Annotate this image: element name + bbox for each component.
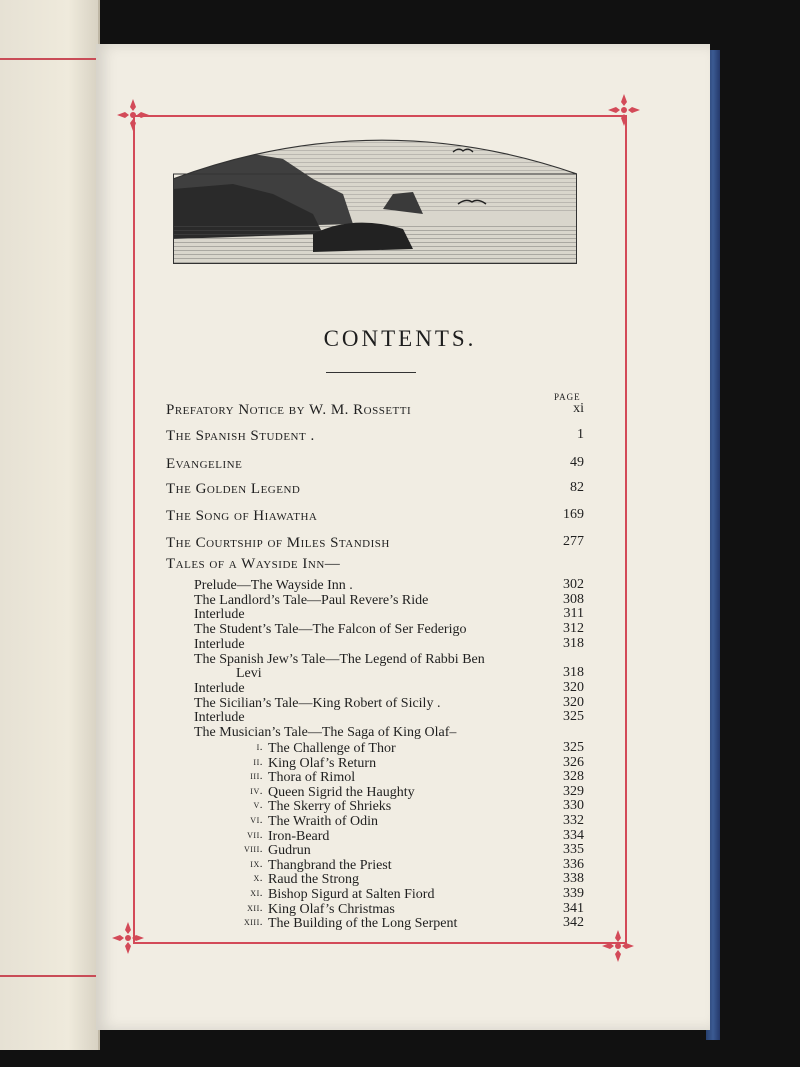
toc-page-number: 329 (563, 783, 584, 799)
toc-entry: The Spanish Student . (166, 428, 315, 444)
toc-subentry: Interlude (194, 636, 245, 652)
toc-page-number: 328 (563, 769, 584, 785)
toc-subentry: Interlude (194, 710, 245, 726)
toc-subentry: The Landlord’s Tale—Paul Revere’s Ride (194, 592, 429, 608)
toc-entry: The Courtship of Miles Standish (166, 535, 390, 551)
toc-saga-entry: The Wraith of Odin (268, 814, 378, 829)
toc-page-number: 341 (563, 900, 584, 916)
toc-saga-entry: Queen Sigrid the Haughty (268, 784, 415, 800)
toc-subentry: The Musician’s Tale—The Saga of King Olaf– (194, 725, 457, 740)
toc-page-number: xi (573, 401, 584, 416)
toc-saga-entry: The Skerry of Shrieks (268, 799, 392, 815)
toc-page-number: 335 (563, 842, 584, 858)
toc-entry: The Golden Legend (166, 481, 301, 497)
toc-page-number: 342 (563, 915, 584, 931)
toc-page-number: 325 (563, 740, 584, 755)
toc-numeral: vii. (247, 828, 263, 841)
toc-subentry: Prelude—The Wayside Inn . (194, 578, 353, 593)
toc-page-number: 277 (563, 534, 584, 549)
toc-page-number: 332 (563, 813, 584, 828)
toc-numeral: i. (256, 741, 263, 753)
toc-saga-entry: Gudrun (268, 843, 311, 859)
toc-saga-entry: Raud the Strong (268, 872, 359, 888)
page-title: CONTENTS. (323, 326, 477, 351)
toc-page-number: 308 (563, 591, 584, 607)
toc-page-number: 318 (563, 635, 584, 651)
toc-page-number: 302 (563, 577, 584, 592)
toc-subentry: Levi (236, 666, 262, 682)
toc-page-number: 336 (563, 856, 584, 872)
toc-page-number: 320 (563, 679, 584, 695)
toc-page-number: 320 (563, 694, 584, 710)
toc-numeral: viii. (243, 843, 263, 856)
toc-page-number: 311 (563, 606, 584, 622)
toc-page-number: 339 (563, 886, 584, 901)
toc-saga-entry: Bishop Sigurd at Salten Fiord (268, 887, 435, 902)
toc-entry: The Song of Hiawatha (166, 508, 318, 524)
toc-saga-entry: The Building of the Long Serpent (268, 916, 458, 932)
toc-subentry: The Sicilian’s Tale—King Robert of Sicily . (194, 695, 441, 711)
toc-page-number: 312 (563, 621, 584, 637)
toc-saga-entry: King Olaf’s Return (268, 755, 377, 771)
toc-entry: Evangeline (166, 456, 243, 472)
toc-page-number: 49 (570, 455, 584, 470)
toc-subentry: Interlude (194, 680, 245, 696)
toc-numeral: x. (253, 872, 263, 885)
toc-entry: Prefatory Notice by W. M. Rossetti (166, 402, 412, 418)
toc-page-number: 338 (563, 871, 584, 887)
toc-numeral: iv. (250, 784, 263, 797)
toc-page-number: 1 (577, 427, 584, 442)
toc-saga-entry: Thora of Rimol (268, 770, 356, 786)
toc-page-number: 325 (563, 709, 584, 725)
toc-subentry: The Spanish Jew’s Tale—The Legend of Rabbi Ben (194, 651, 485, 667)
toc-saga-entry: Iron-Beard (268, 828, 330, 844)
toc-numeral: vi. (250, 814, 263, 826)
toc-page-number: 326 (563, 754, 584, 770)
toc-saga-entry: The Challenge of Thor (268, 741, 396, 756)
toc-section-heading: Tales of a Wayside Inn— (166, 556, 341, 572)
toc-saga-entry: King Olaf’s Christmas (268, 901, 395, 917)
toc-subentry: The Student’s Tale—The Falcon of Ser Federigo (194, 622, 467, 638)
toc-page-number: 318 (563, 665, 584, 681)
toc-page-number: 330 (563, 798, 584, 814)
toc-page-number: 169 (563, 507, 584, 522)
toc-numeral: xiii. (243, 916, 263, 929)
toc-saga-entry: Thangbrand the Priest (268, 857, 392, 873)
toc-subentry: Interlude (194, 607, 245, 623)
toc-numeral: iii. (250, 770, 263, 783)
toc-numeral: v. (253, 799, 263, 812)
toc-numeral: ii. (253, 755, 263, 768)
toc-numeral: xi. (250, 887, 263, 899)
toc-page-number: 82 (570, 480, 584, 495)
toc-page-number: 334 (563, 827, 584, 843)
toc-numeral: xii. (247, 901, 263, 914)
page-column-header: PAGE (554, 392, 581, 402)
toc-numeral: ix. (250, 857, 263, 870)
